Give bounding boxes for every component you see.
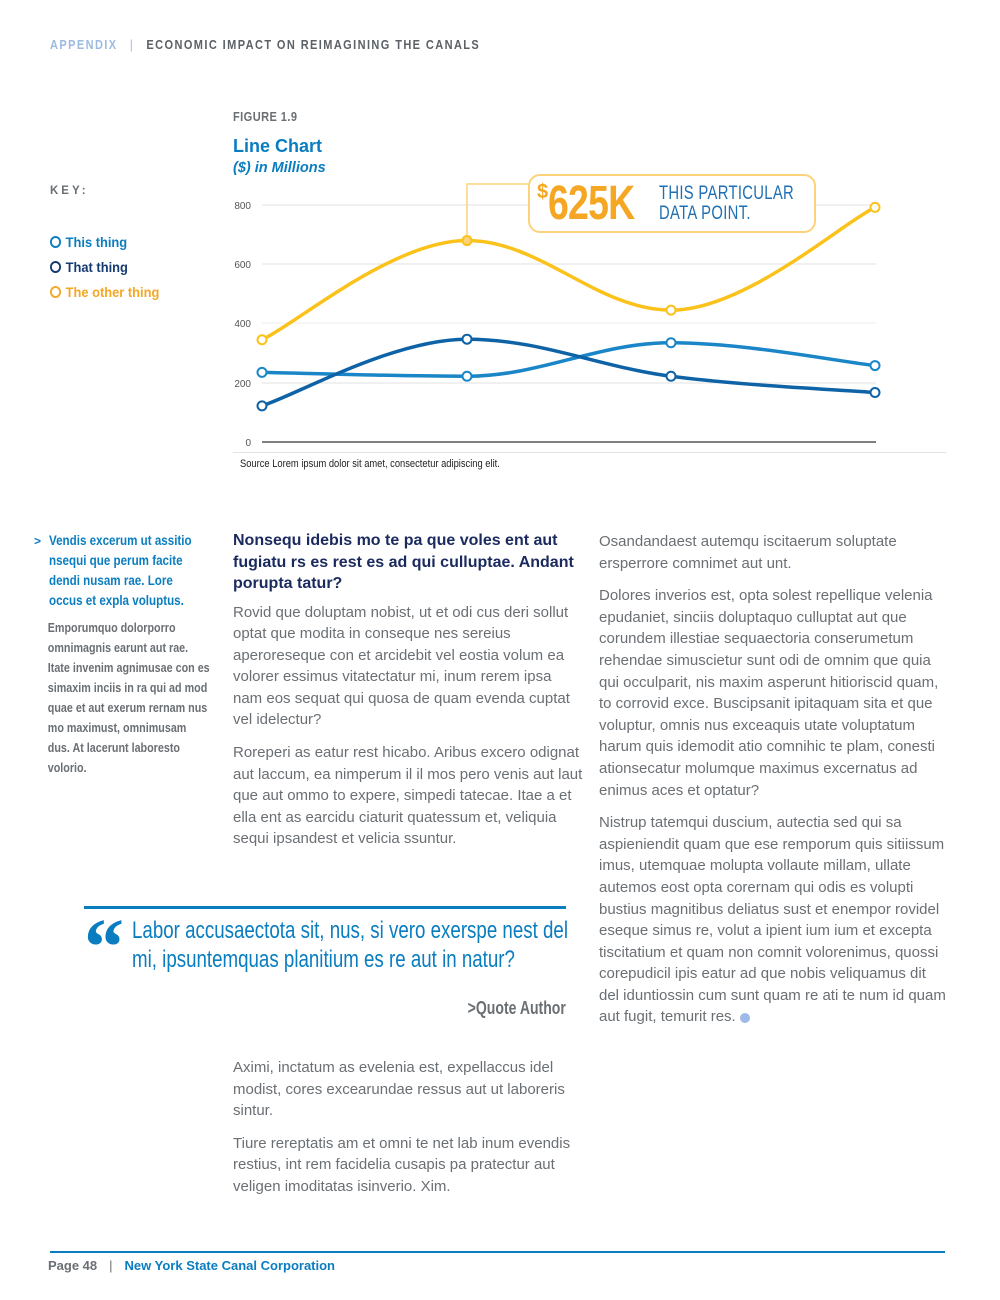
paragraph: Nistrup tatemqui duscium, autectia sed qui sa aspieniendit quam que ese remporum quis sitiissum imus, utemquae molupta vollaute millam, ullate autemos eost opta corernam qui odis es volupti bustius magnitibus deliatus sust et enempor rovidel eseque simus re, volut a ipient ium ium et excepta tiscitatium et quam non comnit volorenimus, quossi corepudicil ipis eatur ad que nobis veliquamus dit del iduntiossin cum sunt quam re ati te num id quam aut fugit, temurit res. (599, 814, 946, 1026)
y-tick-200: 200 (234, 379, 251, 390)
callout-description: THIS PARTICULAR DATA POINT. (658, 182, 794, 224)
sidebar-note (34, 531, 219, 778)
quote-divider (84, 906, 566, 909)
section-label: APPENDIX (50, 38, 118, 52)
paragraph: Rovid que doluptam nobist, ut et odi cus deri sollut optat que modita in conseque nes sereius aperoreseque con et arcidebit vel eostia volum ea volorer essimus vitatectatur mi, inum rerem ipsa nam eos sequat qui quosa de quam evenda cuptat vel idelectur? (233, 603, 570, 729)
callout-currency: $ (537, 181, 549, 203)
legend-item-other-thing (50, 279, 159, 304)
y-tick-600: 600 (234, 260, 251, 271)
figure-label: FIGURE 1.9 (233, 109, 298, 124)
paragraph: Dolores inverios est, opta solest repellique velenia epudaniet, sinciis doluptaquo culluptat aut que corundem illestiae sequaectoria conserumetum rehendae simuscietur sunt odi de omnim que quia qui occulparit, nis maxim asperunt hitioriscid quam, to corrovid exce. Buscipsanit ipitaquam sita et que voluptur, omnis nus exceaquis utate voluptatum harum quis idemodit atio comnihic te plam, conesti ationsecatur molumque maximus excernatus ad enimus aces et optatur? (599, 587, 939, 799)
chart-title: Line Chart (233, 136, 323, 156)
column-2-continued (233, 1057, 583, 1209)
data-point-marker (463, 372, 472, 381)
quote-author: >Quote Author (467, 998, 566, 1018)
data-point-marker (463, 335, 472, 344)
section-heading: Nonsequ idebis mo te pa que voles ent aut fugiatu rs es rest es ad qui culluptae. Andant porupta tatur? (233, 532, 574, 592)
circle-marker-icon (50, 286, 61, 298)
header-title: ECONOMIC IMPACT ON REIMAGINING THE CANALS (146, 38, 481, 52)
column-2 (233, 530, 583, 861)
data-point-marker (667, 306, 676, 315)
footer-divider (50, 1251, 945, 1253)
chart-source: Source Lorem ipsum dolor sit amet, consectetur adipiscing elit. (240, 458, 500, 470)
header-separator: | (129, 38, 135, 52)
source-divider (233, 452, 946, 453)
sidebar-lead: Vendis excerum ut assitio nsequi que perum facite dendi nusam rae. Lore occus et expla voluptus. (49, 533, 192, 608)
chart-legend (50, 229, 169, 304)
data-point-marker (871, 361, 880, 370)
series-line-that-thing (262, 339, 875, 406)
paragraph: Osandandaest autemqu iscitaerum soluptate ersperrore comnimet aut unt. (599, 533, 897, 572)
gridlines (234, 201, 876, 449)
paragraph: Roreperi as eatur rest hicabo. Aribus excero odignat aut laccum, ea nimperum il il mos pero venis aut laut que aut ommo to expere, simpedi tatecae. Itae a et ella ent as earcidu ciaturit quatessum et, veliquia sequi ipsandest et velicia ssuntur. (233, 744, 583, 848)
data-point-marker (871, 203, 880, 212)
data-point-marker (667, 372, 676, 381)
paragraph: Tiure rereptatis am et omni te net lab inum evendis restius, int rem facidelia cusapis pa pratectur aut veligen imoditatas isinverio. Xim. (233, 1134, 571, 1195)
data-point-markers (258, 203, 880, 410)
legend-label: This thing (65, 233, 128, 250)
end-mark-icon (740, 1013, 750, 1023)
data-point-marker (258, 401, 267, 410)
circle-marker-icon (50, 261, 61, 273)
y-tick-800: 800 (234, 201, 251, 212)
data-point-marker (258, 335, 267, 344)
y-tick-0: 0 (245, 438, 251, 449)
circle-marker-icon (50, 236, 61, 248)
y-tick-400: 400 (234, 319, 251, 330)
legend-item-that-thing (50, 254, 159, 279)
page-number: Page 48 (48, 1258, 98, 1273)
quote-text: Labor accusaectota sit, nus, si vero exerspe nest del mi, ipsuntemquas planitium es re aut in natur? (132, 917, 569, 973)
data-point-marker (258, 368, 267, 377)
quote-mark-icon: “ (84, 904, 124, 992)
pull-quote (84, 904, 569, 1018)
legend-item-this-thing (50, 229, 159, 254)
column-3 (599, 531, 949, 1039)
key-label: KEY: (50, 185, 89, 197)
data-point-marker (463, 236, 472, 245)
page-footer (48, 1258, 335, 1273)
paragraph: Aximi, inctatum as evelenia est, expellaccus idel modist, cores excearundae ressus aut ut laboreris sintur. (233, 1059, 565, 1120)
data-point-marker (667, 338, 676, 347)
legend-label: That thing (65, 258, 128, 275)
callout-amount: 625K (548, 176, 635, 230)
footer-separator: | (109, 1258, 113, 1273)
chevron-right-icon: > (34, 534, 42, 548)
data-callout (528, 174, 816, 233)
data-point-marker (871, 388, 880, 397)
sidebar-body: Emporumquo dolorporro omnimagnis earunt aut rae. Itate invenim agnimusae con es simaxim inciis in ra qui ad mod quae et aut exerum rernam nus mo maximust, omnimusam dus. At lacerunt laboresto volorio. (47, 621, 210, 775)
page-header (50, 38, 480, 52)
organization-name: New York State Canal Corporation (124, 1258, 335, 1273)
series-line-this-thing (262, 343, 875, 376)
callout-connector (467, 184, 528, 241)
chart-subtitle: ($) in Millions (233, 160, 326, 176)
legend-label: The other thing (65, 283, 160, 300)
